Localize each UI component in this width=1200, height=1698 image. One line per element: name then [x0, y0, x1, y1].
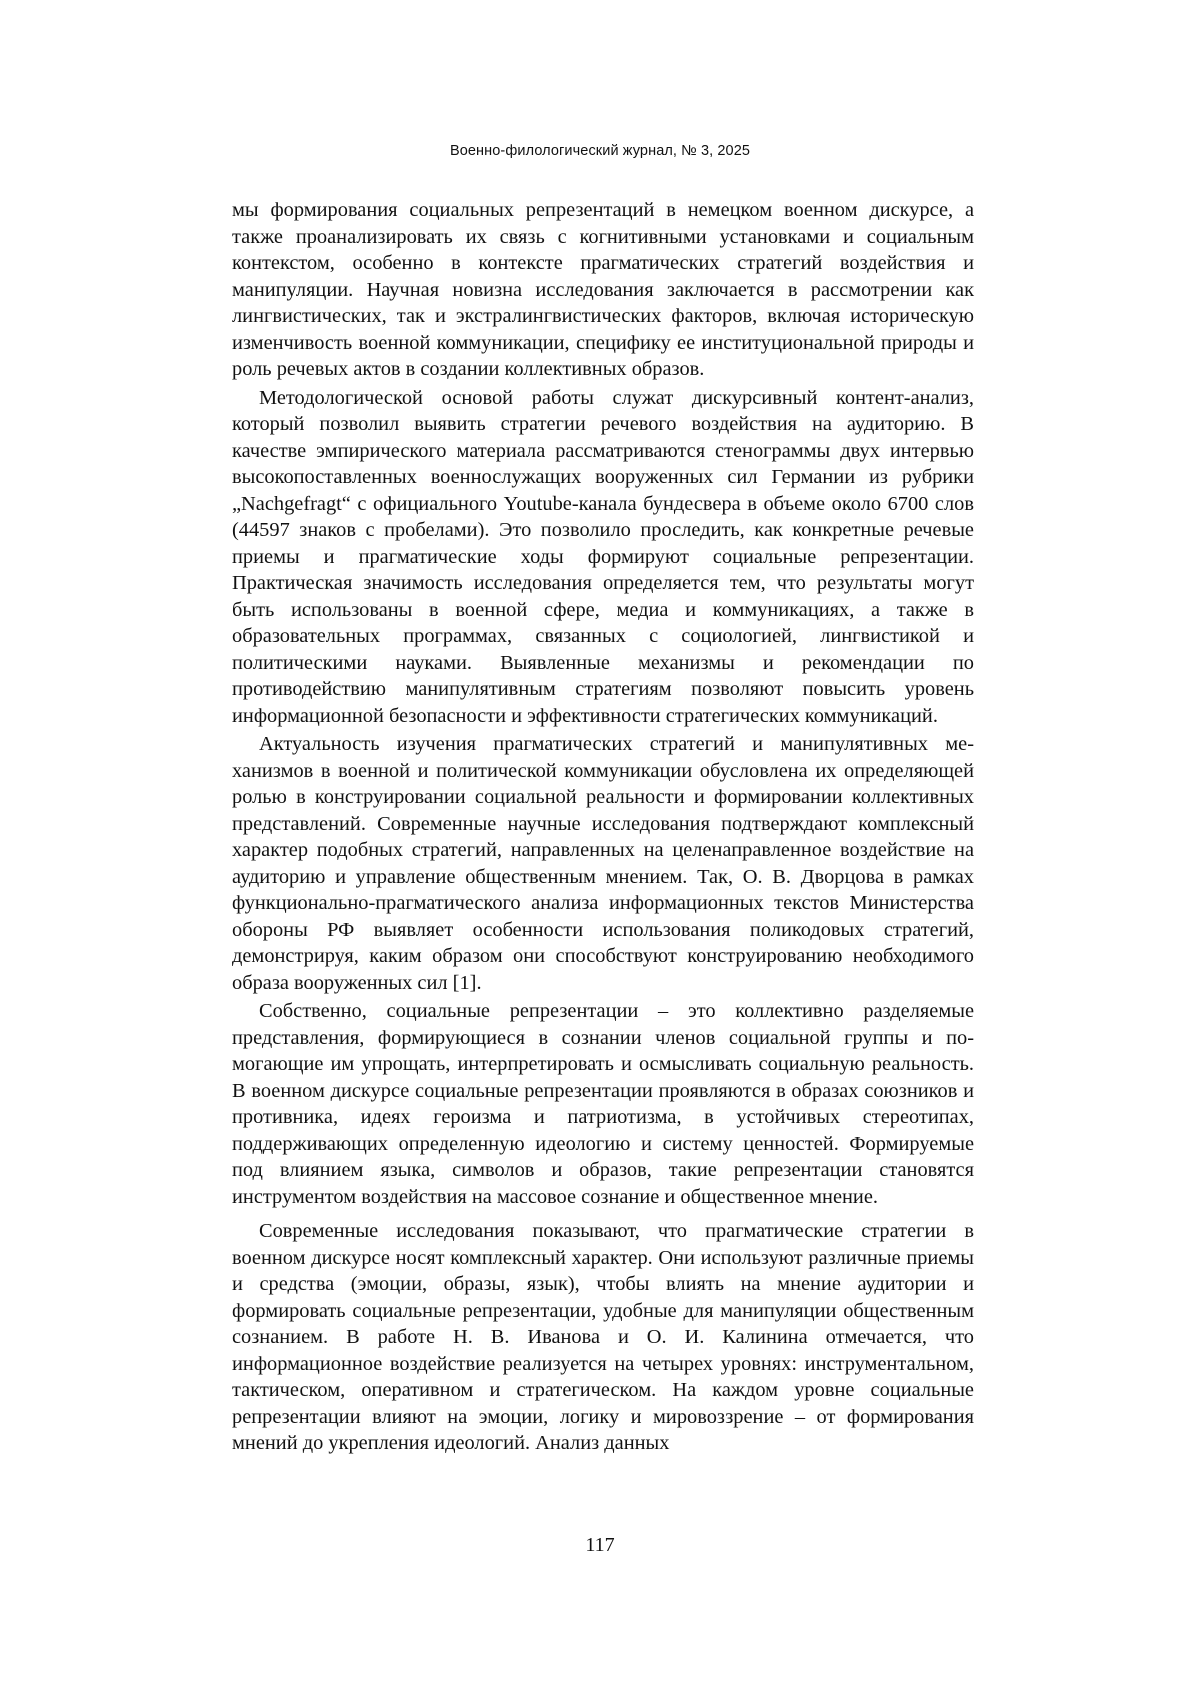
- paragraph-2: Методологической основой работы служат дискурсивный контент-анализ, который позволил выявить стратегии речевого воздействия на аудиторию. В качестве эмпирического материала рассматриваются стенограммы двух интервью высокопоставленных военнослужащих вооруженных сил Германии из рубрики „Nachgefragt“ с официального Youtube-канала бундесвера в объеме около 6700 слов (44597 знаков с пробелами). Это позволило проследить, как конкретные речевые приемы и прагматические ходы формируют социальные репрезентации. Практическая значимость исследования определяется тем, что результаты могут быть использованы в военной сфере, медиа и коммуникациях, а также в образовательных программах, связанных с социологией, лингвистикой и политическими науками. Выявленные механизмы и рекомендации по противодействию манипулятивным стратегиям позволяют повысить уровень информационной безопасности и эффективности стратегических коммуникаций.: [232, 386, 974, 727]
- paragraph-4: Собственно, социальные репрезентации – это коллективно разделяемые представления, формирующиеся в сознании членов социальной группы и помогающие им упрощать, интерпретировать и осмысливать социальную реальность. В военном дискурсе социальные репрезентации проявляются в образах союзников и противника, идеях героизма и патриотизма, в устойчивых стереотипах, поддерживающих определенную идеологию и систему ценностей. Формируемые под влиянием языка, символов и образов, такие репрезентации становятся инструментом воздействия на массовое сознание и общественное мнение.: [232, 1000, 974, 1208]
- paragraph-3: Актуальность изучения прагматических стратегий и манипулятивных механизмов в военной и политической коммуникации обусловлена их определяющей ролью в конструировании социальной реальности и формировании коллективных представлений. Современные научные исследования подтверждают комплексный характер подобных стратегий, направленных на целенаправленное воздействие на аудиторию и управление общественным мнением. Так, О. В. Дворцова в рамках функционально-прагматического анализа информационных текстов Министерства обороны РФ выявляет особенности использования поликодовых стратегий, демонстрируя, каким образом они способствуют конструированию необходимого образа вооруженных сил [1].: [232, 733, 974, 994]
- paragraph-1: мы формирования социальных репрезентаций в немецком военном дискурсе, а также проанализировать их связь с когнитивными установками и социальным контекстом, особенно в контексте прагматических стратегий воздействия и манипуляции. Научная новизна исследования заключается в рассмотрении как лингвистических, так и экстралингвистических факторов, включая историческую изменчивость военной коммуникации, специфику ее институциональной природы и роль речевых актов в создании коллективных образов.: [232, 199, 974, 380]
- running-header: Военно-филологический журнал, № 3, 2025: [449, 143, 751, 159]
- article-body: [232, 197, 974, 1457]
- paragraph-5: Современные исследования показывают, что прагматические стратегии в военном дискурсе носят комплексный характер. Они используют различные приемы и средства (эмоции, образы, язык), чтобы влиять на мнение аудитории и формировать социальные репрезентации, удобные для манипуляции общественным сознанием. В работе Н. В. Иванова и О. И. Калинина отмечается, что информационное воздействие реализуется на четырех уровнях: инструментальном, тактическом, оперативном и стратегическом. На каждом уровне социальные репрезентации влияют на эмоции, логику и мировоззрение – от формирования мнений до укрепления идеологий. Анализ данных: [232, 1220, 974, 1454]
- page-number: 117: [585, 1534, 615, 1556]
